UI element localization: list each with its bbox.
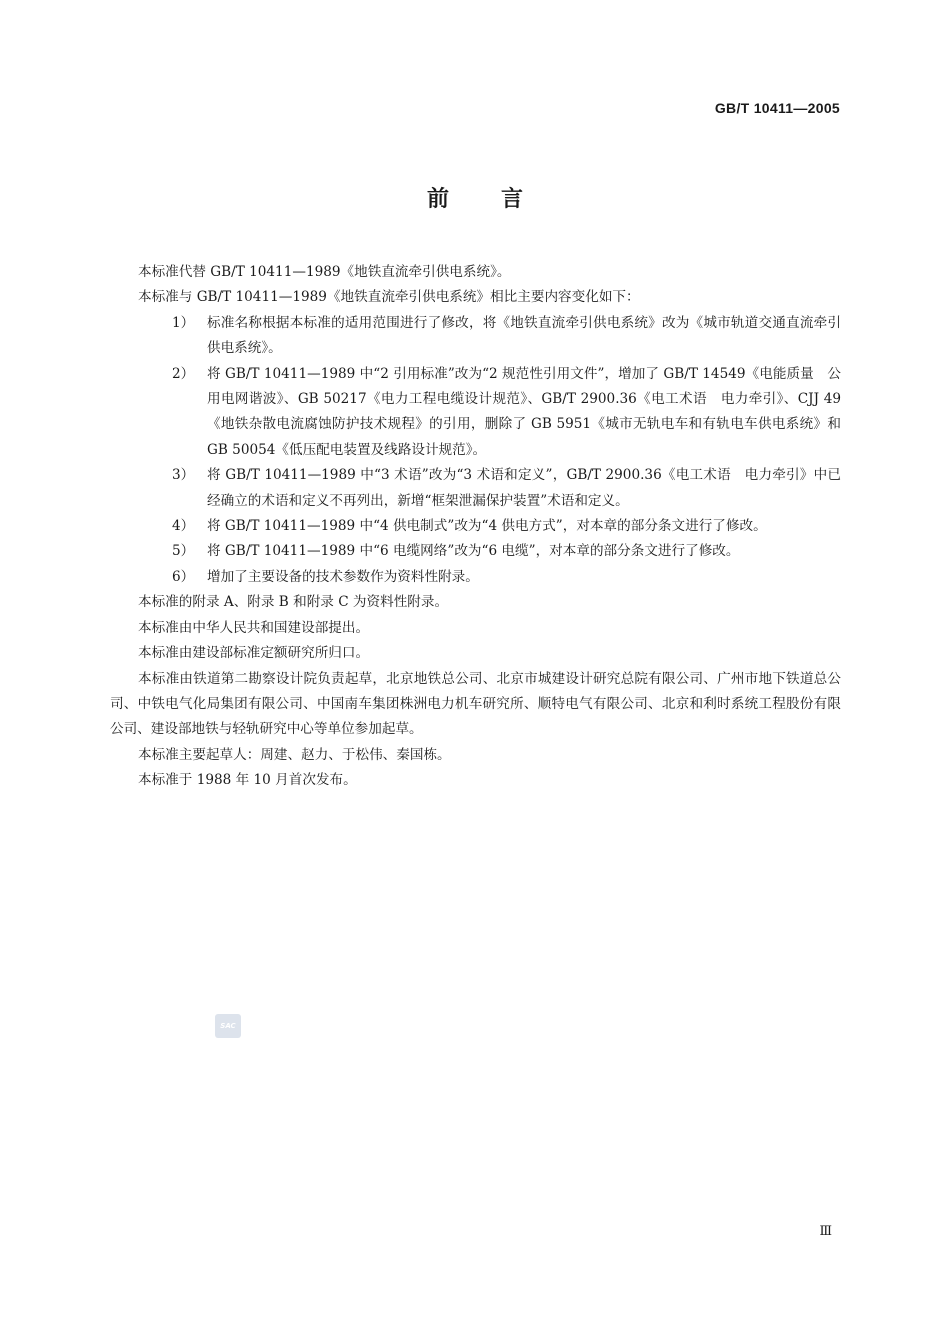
page-number: Ⅲ bbox=[819, 1224, 832, 1239]
paragraph-drafters: 本标准主要起草人：周建、赵力、于松伟、秦国栋。 bbox=[138, 746, 451, 763]
paragraph-appendices: 本标准的附录 A、附录 B 和附录 C 为资料性附录。 bbox=[138, 594, 449, 611]
list-item bbox=[110, 463, 841, 514]
title-char-2: 言 bbox=[501, 187, 524, 212]
foreword-body bbox=[110, 260, 841, 794]
list-item-number: 4） bbox=[172, 518, 195, 535]
title-char-1: 前 bbox=[426, 187, 449, 212]
standard-code: GB/T 10411—2005 bbox=[714, 100, 840, 116]
list-item-text: 将 GB/T 10411—1989 中“4 供电制式”改为“4 供电方式”，对本章的部分条文进行了修改。 bbox=[207, 518, 767, 535]
paragraph-proposed-by: 本标准由中华人民共和国建设部提出。 bbox=[138, 619, 370, 636]
paragraph-changes-intro: 本标准与 GB/T 10411—1989《地铁直流牵引供电系统》相比主要内容变化如下： bbox=[138, 289, 640, 306]
list-item-number: 5） bbox=[172, 543, 195, 560]
list-item bbox=[110, 514, 841, 539]
list-item-text: 将 GB/T 10411—1989 中“6 电缆网络”改为“6 电缆”，对本章的部分条文进行了修改。 bbox=[207, 543, 740, 560]
list-item-text: 标准名称根据本标准的适用范围进行了修改，将《地铁直流牵引供电系统》改为《城市轨道交通直流牵引供电系统》。 bbox=[207, 314, 841, 357]
list-item bbox=[110, 565, 841, 590]
paragraph-first-issued: 本标准于 1988 年 10 月首次发布。 bbox=[138, 772, 357, 789]
sac-watermark-logo: SAC bbox=[215, 1014, 241, 1038]
paragraph-replaces: 本标准代替 GB/T 10411—1989《地铁直流牵引供电系统》。 bbox=[138, 264, 511, 280]
paragraph-managed-by: 本标准由建设部标准定额研究所归口。 bbox=[138, 645, 370, 662]
list-item bbox=[110, 362, 841, 464]
list-item-number: 2） bbox=[172, 365, 195, 382]
list-item-text: 将 GB/T 10411—1989 中“3 术语”改为“3 术语和定义”，GB/T 2900.36《电工术语 电力牵引》中已经确立的术语和定义不再列出，新增“框架泄漏保护装置”术语和定义。 bbox=[207, 467, 841, 509]
list-item-number: 3） bbox=[172, 467, 195, 484]
list-item bbox=[110, 311, 841, 362]
list-item bbox=[110, 539, 841, 564]
list-item-text: 增加了主要设备的技术参数作为资料性附录。 bbox=[207, 568, 479, 585]
page-title bbox=[0, 182, 950, 213]
list-item-number: 6） bbox=[172, 568, 195, 585]
paragraph-drafting-units: 本标准由铁道第二勘察设计院负责起草，北京地铁总公司、北京市城建设计研究总院有限公司、广州市地下铁道总公司、中铁电气化局集团有限公司、中国南车集团株洲电力机车研究所、顺特电气有限公司、北京和利时系统工程股份有限公司、建设部地铁与轻轨研究中心等单位参加起草。 bbox=[110, 670, 841, 738]
list-item-number: 1） bbox=[172, 314, 195, 331]
list-item-text: 将 GB/T 10411—1989 中“2 引用标准”改为“2 规范性引用文件”，增加了 GB/T 14549《电能质量 公用电网谐波》、GB 50217《电力工程电缆设计规范》、GB/T 2900.36《电工术语 电力牵引》、CJJ 49《地铁杂散电流腐蚀防护技术规程》的引用，删除了 GB 5951《城市无轨电车和有轨电车供电系统》和 GB 50054《低压配电装置及线路设计规范》。 bbox=[207, 365, 841, 458]
